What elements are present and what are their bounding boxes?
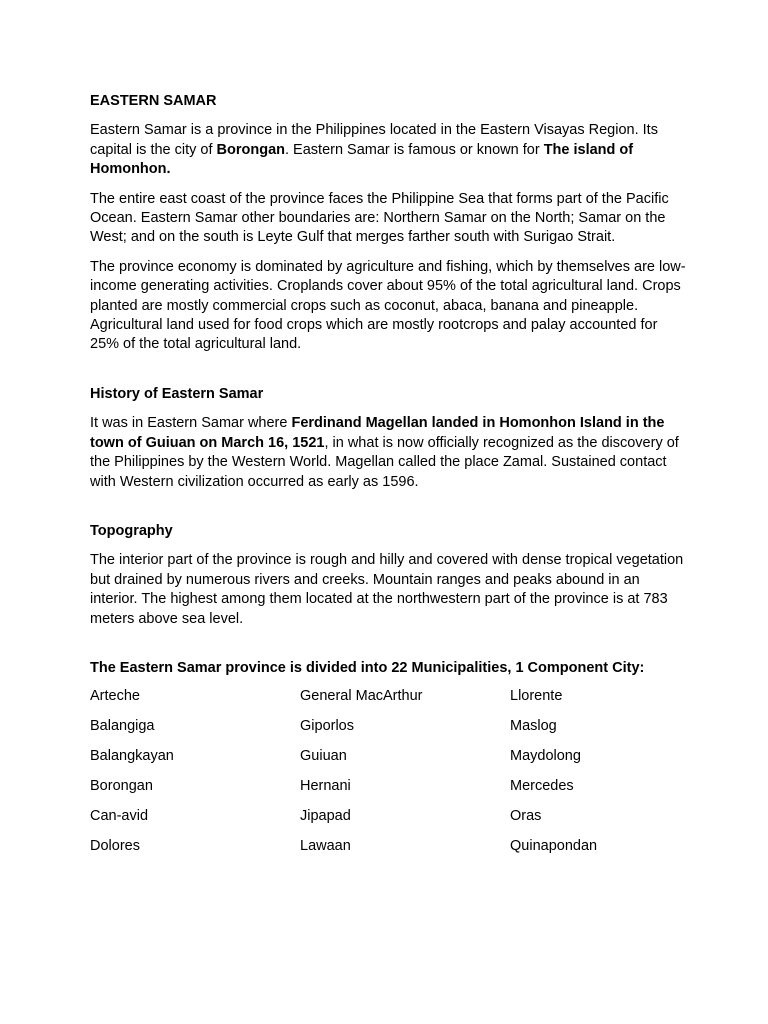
history-text-1: It was in Eastern Samar where bbox=[90, 415, 292, 432]
municipality-item: Dolores bbox=[90, 837, 140, 854]
municipality-item: Giporlos bbox=[300, 718, 354, 735]
intro-text-1: Eastern Samar is a province in the Philippines located in the Eastern Visayas Region. Its capital is the city of bbox=[90, 122, 658, 158]
topography-paragraph: The interior part of the province is rough and hilly and covered with dense tropical vegetation but drained by numerous rivers and creeks. Mountain ranges and peaks abound in an interior. The highest among them located at the northwestern part of the province is at 783 meters above sea level. bbox=[90, 552, 684, 627]
municipality-item: Lawaan bbox=[300, 837, 351, 854]
intro-text-2: . Eastern Samar is famous or known for bbox=[285, 141, 544, 158]
geography-paragraph: The entire east coast of the province faces the Philippine Sea that forms part of the Pacific Ocean. Eastern Samar other boundaries are: Northern Samar on the North; Samar on the West; and on the south is Leyte Gulf that merges farther south with Surigao Strait. bbox=[90, 190, 669, 246]
intro-paragraph bbox=[90, 121, 690, 179]
municipality-item: Oras bbox=[510, 807, 542, 824]
capital-name: Borongan bbox=[216, 141, 285, 158]
economy-paragraph: The province economy is dominated by agriculture and fishing, which by themselves are low-income generating activities. Croplands cover about 95% of the total agricultural land. Crops planted are mostly commercial crops such as coconut, abaca, banana and pineapple. Agricultural land used for food crops which are mostly rootcrops and palay accounted for 25% of the total agricultural land. bbox=[90, 258, 686, 353]
history-paragraph bbox=[90, 414, 690, 492]
municipality-item: Guiuan bbox=[300, 748, 347, 765]
topography-heading: Topography bbox=[90, 522, 173, 539]
municipality-item: Arteche bbox=[90, 688, 140, 705]
document-page bbox=[90, 92, 690, 856]
municipality-item: Quinapondan bbox=[510, 837, 598, 854]
municipality-item: Mercedes bbox=[510, 778, 574, 795]
municipalities-heading: The Eastern Samar province is divided into 22 Municipalities, 1 Component City: bbox=[90, 659, 645, 676]
municipality-item: Borongan bbox=[90, 778, 153, 795]
municipality-item: Maydolong bbox=[510, 748, 581, 765]
municipality-item: Balangkayan bbox=[90, 748, 174, 765]
municipality-item: Balangiga bbox=[90, 718, 155, 735]
municipality-item: General MacArthur bbox=[300, 688, 423, 705]
history-text-2: , in what is now officially recognized as the discovery of the Philippines by the Western World. Magellan called the place Zamal. Sustained contact with Western civilization occurred as early as 1596. bbox=[90, 434, 679, 490]
municipalities-grid bbox=[90, 687, 690, 856]
municipality-item: Llorente bbox=[510, 688, 563, 705]
municipality-item: Can-avid bbox=[90, 807, 149, 824]
history-bold: Ferdinand Magellan landed in Homonhon Island in the town of Guiuan on March 16, 1521 bbox=[90, 415, 665, 451]
known-for: The island of Homonhon. bbox=[90, 141, 634, 178]
page-title: EASTERN SAMAR bbox=[90, 93, 217, 109]
history-heading: History of Eastern Samar bbox=[90, 385, 264, 402]
municipality-item: Maslog bbox=[510, 718, 557, 735]
municipality-item: Jipapad bbox=[300, 807, 351, 824]
municipality-item: Hernani bbox=[300, 778, 351, 795]
